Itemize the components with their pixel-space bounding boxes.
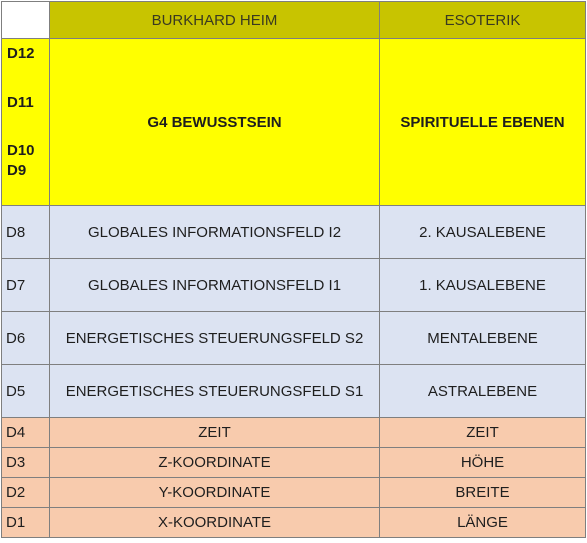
esoterik-cell: HÖHE xyxy=(380,448,586,478)
table-row xyxy=(2,448,586,478)
header-burkhard-heim: BURKHARD HEIM xyxy=(50,2,380,39)
dimension-label: D3 xyxy=(2,448,50,478)
heim-cell: ENERGETISCHES STEUERUNGSFELD S2 xyxy=(50,312,380,365)
esoterik-cell: BREITE xyxy=(380,478,586,508)
heim-cell: X-KOORDINATE xyxy=(50,508,380,538)
dimensions-table xyxy=(1,1,586,538)
header-esoterik: ESOTERIK xyxy=(380,2,586,39)
dimension-label: D4 xyxy=(2,418,50,448)
heim-g4-cell: G4 BEWUSSTSEIN xyxy=(50,39,380,206)
table-row xyxy=(2,508,586,538)
table-row xyxy=(2,206,586,259)
esoterik-cell: ZEIT xyxy=(380,418,586,448)
dimension-label: D5 xyxy=(2,365,50,418)
corner-cell xyxy=(2,2,50,39)
dimension-label-d11: D11 xyxy=(7,94,34,111)
dimension-label-d10: D10 xyxy=(7,142,35,159)
upper-dimensions-row xyxy=(2,39,586,206)
heim-cell: GLOBALES INFORMATIONSFELD I1 xyxy=(50,259,380,312)
esoterik-cell: ASTRALEBENE xyxy=(380,365,586,418)
table-row xyxy=(2,312,586,365)
dimension-label-d12: D12 xyxy=(7,45,35,62)
heim-cell: Z-KOORDINATE xyxy=(50,448,380,478)
table-row xyxy=(2,418,586,448)
dimension-label: D7 xyxy=(2,259,50,312)
esoterik-spiritual-cell: SPIRITUELLE EBENEN xyxy=(380,39,586,206)
dimension-label-d9: D9 xyxy=(7,162,27,179)
heim-cell: Y-KOORDINATE xyxy=(50,478,380,508)
esoterik-cell: 2. KAUSALEBENE xyxy=(380,206,586,259)
dimension-label: D2 xyxy=(2,478,50,508)
dimension-label: D8 xyxy=(2,206,50,259)
table-row xyxy=(2,365,586,418)
esoterik-cell: LÄNGE xyxy=(380,508,586,538)
dimension-label: D1 xyxy=(2,508,50,538)
header-row xyxy=(2,2,586,39)
heim-cell: ENERGETISCHES STEUERUNGSFELD S1 xyxy=(50,365,380,418)
heim-cell: GLOBALES INFORMATIONSFELD I2 xyxy=(50,206,380,259)
heim-cell: ZEIT xyxy=(50,418,380,448)
table-row xyxy=(2,259,586,312)
upper-dimension-labels xyxy=(2,39,50,206)
esoterik-cell: MENTALEBENE xyxy=(380,312,586,365)
table-row xyxy=(2,478,586,508)
dimension-label: D6 xyxy=(2,312,50,365)
esoterik-cell: 1. KAUSALEBENE xyxy=(380,259,586,312)
